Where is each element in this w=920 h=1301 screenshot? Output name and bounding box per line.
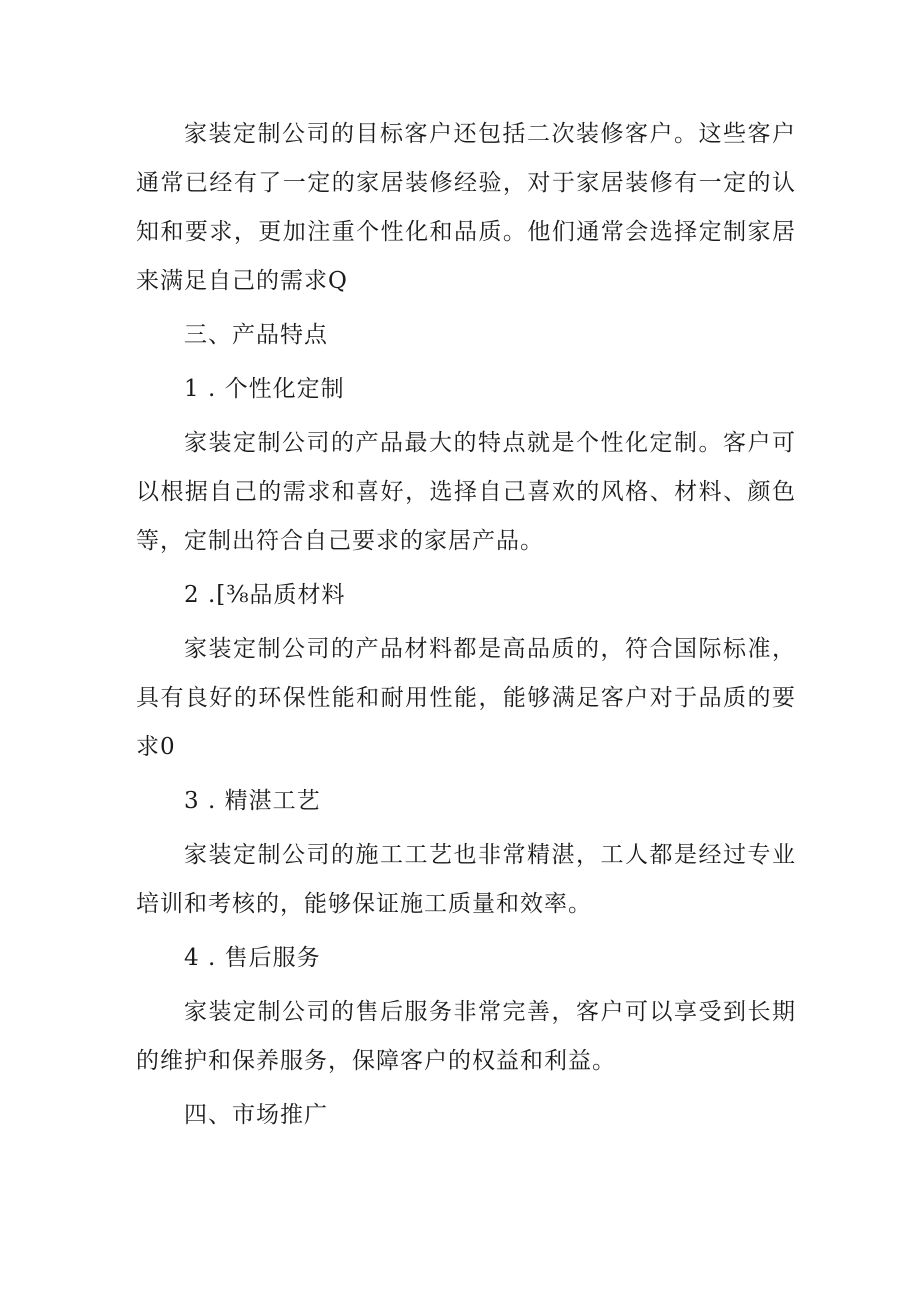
document-body xyxy=(136,110,796,1140)
paragraph-secondary-renovation-clients: 家装定制公司的目标客户还包括二次装修客户。这些客户通常已经有了一定的家居装修经验，对于家居装修有一定的认知和要求，更加注重个性化和品质。他们通常会选择定制家居来满足自己的需求Q xyxy=(136,121,796,294)
section-heading-market-promotion: 四、市场推广 xyxy=(184,1102,328,1128)
subheading-fine-craftsmanship: 3 . 精湛工艺 xyxy=(184,788,321,814)
subheading-after-sales-service: 4 . 售后服务 xyxy=(184,945,321,971)
paragraph-quality-materials: 家装定制公司的产品材料都是高品质的，符合国际标准，具有良好的环保性能和耐用性能，能够满足客户对于品质的要求0 xyxy=(136,636,796,760)
paragraph-after-sales-service: 家装定制公司的售后服务非常完善，客户可以享受到长期的维护和保养服务，保障客户的权益和利益。 xyxy=(136,999,796,1074)
subheading-quality-materials: 2 .[⅜品质材料 xyxy=(184,582,346,608)
subheading-personalized-customization: 1 . 个性化定制 xyxy=(184,376,345,402)
section-heading-product-features: 三、产品特点 xyxy=(184,322,328,348)
paragraph-personalized-customization: 家装定制公司的产品最大的特点就是个性化定制。客户可以根据自己的需求和喜好，选择自己喜欢的风格、材料、颜色等，定制出符合自己要求的家居产品。 xyxy=(136,430,796,554)
paragraph-fine-craftsmanship: 家装定制公司的施工工艺也非常精湛，工人都是经过专业培训和考核的，能够保证施工质量和效率。 xyxy=(136,842,796,917)
